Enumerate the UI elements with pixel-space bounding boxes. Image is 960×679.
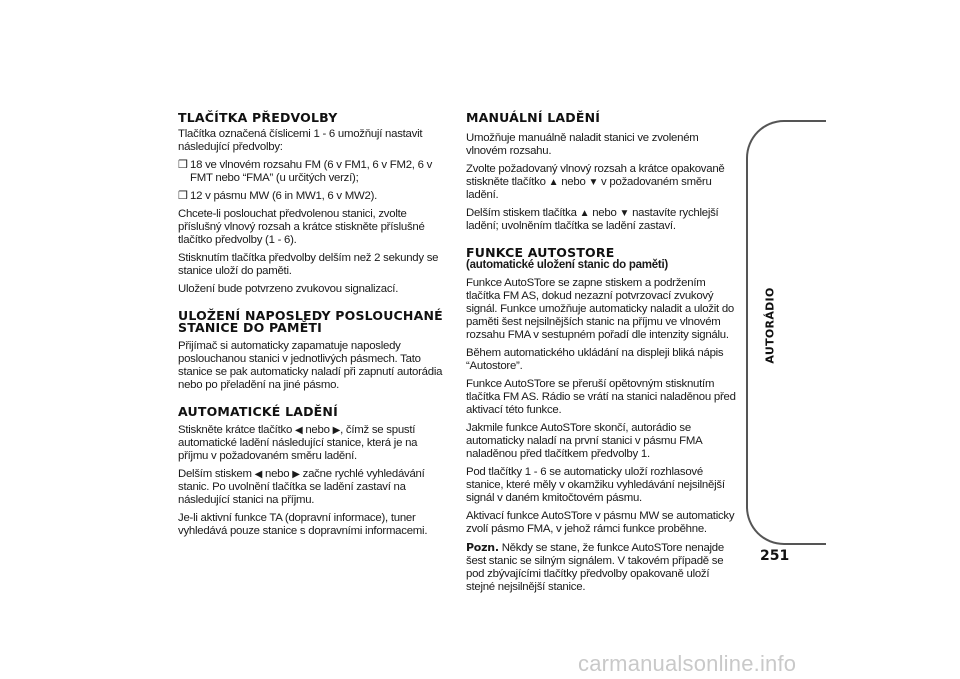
text: , čímž se spustí automatické ladění následující stanice, která je na příjmu v požadovaném směru ladění. <box>178 424 418 462</box>
section-preset-buttons <box>178 112 450 296</box>
arrow-down-icon: ▼ <box>588 177 599 188</box>
text: Delším stiskem tlačítka <box>466 207 577 219</box>
text: Stiskněte krátce tlačítko <box>178 424 293 436</box>
paragraph: Stisknutím tlačítka předvolby delším než 2 sekundy se stanice uloží do paměti. <box>178 252 439 277</box>
text: nebo <box>561 176 586 188</box>
section-autostore <box>466 247 740 594</box>
paragraph: Přijímač si automaticky zapamatuje naposledy poslouchanou stanici v jednotlivých pásmech. Tato stanice se pak automaticky naladí při zapnutí autorádia nebo po přeladění na jiné pásmo. <box>178 340 443 391</box>
page-number: 251 <box>760 548 790 564</box>
paragraph: Uložení bude potvrzeno zvukovou signalizací. <box>178 283 399 295</box>
section-title: MANUÁLNÍ LADĚNÍ <box>466 110 601 125</box>
paragraph: Je-li aktivní funkce TA (dopravní informace), tuner vyhledává pouze stanice s dopravními informacemi. <box>178 512 428 537</box>
arrow-right-icon: ▶ <box>332 425 341 436</box>
bullet-text: 18 ve vlnovém rozsahu FM (6 v FM1, 6 v FM2, 6 v FMT nebo “FMA” (u určitých verzí); <box>190 159 433 184</box>
chapter-tab <box>746 120 826 545</box>
paragraph <box>466 207 740 233</box>
section-title: AUTOMATICKÉ LADĚNÍ <box>178 404 338 419</box>
arrow-left-icon: ◀ <box>254 469 263 480</box>
chapter-tab-label <box>760 280 780 370</box>
note-label: Pozn. <box>466 541 499 554</box>
section-last-station-memory <box>178 310 450 392</box>
bullet-box-icon: ❒ <box>178 159 188 171</box>
bullet-item <box>178 159 450 185</box>
arrow-left-icon: ◀ <box>294 425 303 436</box>
paragraph <box>466 163 740 202</box>
text: Delším stiskem <box>178 468 252 480</box>
watermark: carmanualsonline.info <box>578 651 797 676</box>
note-text: Někdy se stane, že funkce AutoSTore nenajde šest stanic se silným signálem. V takovém případě se pod zbývajícími tlačítky předvolby opakovaně uloží stejné nejsilnější stanice. <box>466 542 724 593</box>
paragraph: Funkce AutoSTore se přeruší opětovným stisknutím tlačítka FM AS. Rádio se vrátí na stanici naladěnou před aktivací této funkce. <box>466 378 736 416</box>
paragraph: Pod tlačítky 1 - 6 se automaticky uloží rozhlasové stanice, které měly v okamžiku vyhledávání nejsilnější signál v daném kmitočtovém pásmu. <box>466 466 725 504</box>
chapter-tab-text: AUTORÁDIO <box>763 286 777 364</box>
paragraph: Jakmile funkce AutoSTore skončí, autorádio se automaticky naladí na první stanici v pásmu FMA naladěnou před tlačítkem předvolby 1. <box>466 422 702 460</box>
text: nastavíte rychlejší ladění; uvolněním tlačítka se ladění zastaví. <box>466 207 719 232</box>
section-subtitle: (automatické uložení stanic do paměti) <box>466 259 669 271</box>
paragraph: Umožňuje manuálně naladit stanici ve zvoleném vlnovém rozsahu. <box>466 132 699 157</box>
bullet-box-icon: ❒ <box>178 190 188 202</box>
bullet-text: 12 v pásmu MW (6 in MW1, 6 v MW2). <box>190 190 378 202</box>
text: Zvolte požadovaný vlnový rozsah a krátce opakovaně stiskněte tlačítko <box>466 163 725 188</box>
bullet-item <box>178 190 450 203</box>
arrow-down-icon: ▼ <box>619 208 630 219</box>
paragraph <box>178 424 450 463</box>
text: nebo <box>592 207 617 219</box>
arrow-up-icon: ▲ <box>548 177 559 188</box>
text: nebo <box>265 468 290 480</box>
arrow-right-icon: ▶ <box>292 469 300 480</box>
right-column <box>466 112 740 608</box>
note-paragraph <box>466 541 740 594</box>
paragraph: Tlačítka označená číslicemi 1 - 6 umožňují nastavit následující předvolby: <box>178 128 423 153</box>
section-title: TLAČÍTKA PŘEDVOLBY <box>178 110 338 125</box>
paragraph: Chcete-li poslouchat předvolenou stanici, zvolte příslušný vlnový rozsah a krátce stiskněte příslušné tlačítko předvolby (1 - 6). <box>178 208 425 246</box>
text: nebo <box>305 424 330 436</box>
section-automatic-tuning <box>178 406 450 538</box>
paragraph: Aktivací funkce AutoSTore v pásmu MW se automaticky zvolí pásmo FMA, v jehož rámci funkce proběhne. <box>466 510 735 535</box>
paragraph: Během automatického ukládání na displeji bliká nápis “Autostore”. <box>466 347 724 372</box>
section-title: FUNKCE AUTOSTORE <box>466 245 615 260</box>
paragraph: Funkce AutoSTore se zapne stiskem a podržením tlačítka FM AS, dokud nezazní potvrzovací zvukový signál. Funkce umožňuje automaticky naladit a uložit do paměti šest nejsilnějších stanic na příjmu ve vlnovém rozsahu FMA v sestupném pořadí dle intenzity signálu. <box>466 277 735 341</box>
section-manual-tuning <box>466 112 740 233</box>
text: začne rychlé vyhledávání stanic. Po uvolnění tlačítka se ladění zastaví na následující stanici na příjmu. <box>178 468 425 506</box>
section-title: ULOŽENÍ NAPOSLEDY POSLOUCHANÉ STANICE DO PAMĚTI <box>178 308 443 335</box>
left-column <box>178 112 450 552</box>
text: v požadovaném směru ladění. <box>466 176 712 201</box>
paragraph <box>178 468 450 507</box>
arrow-up-icon: ▲ <box>579 208 590 219</box>
